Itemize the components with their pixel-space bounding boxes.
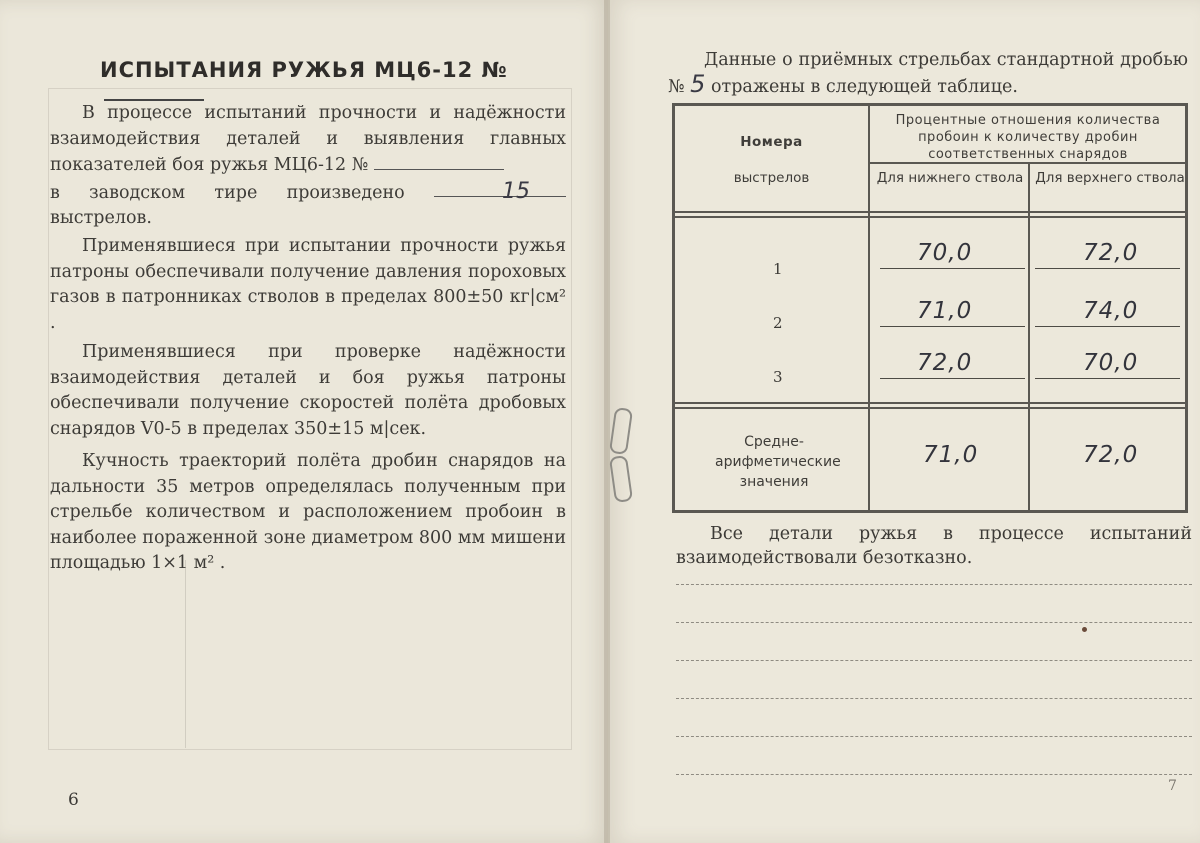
col-header-upper-barrel: Для верхнего ствола bbox=[1035, 170, 1185, 186]
average-row-label: Средне-арифметические значения bbox=[715, 434, 841, 490]
table-divider bbox=[675, 407, 1186, 409]
page-number: 6 bbox=[68, 790, 79, 810]
shots-text: в заводском тире произведено bbox=[50, 182, 405, 203]
paragraph-test-intro bbox=[50, 101, 566, 232]
serial-blank bbox=[374, 152, 504, 170]
ruled-line bbox=[676, 584, 1192, 585]
test-results-table bbox=[672, 103, 1188, 513]
table-divider bbox=[675, 211, 1186, 213]
ruled-line bbox=[676, 774, 1192, 775]
serial-number-blank bbox=[104, 83, 204, 101]
ink-spot bbox=[1082, 627, 1087, 632]
group-header: Процентные отношения количества пробоин к количеству дробин соответственных снарядов bbox=[895, 113, 1161, 162]
page-heading bbox=[100, 58, 608, 106]
entry-line bbox=[880, 378, 1025, 379]
entry-line bbox=[1035, 326, 1180, 327]
right-intro-paragraph bbox=[668, 48, 1188, 99]
intro-tail-text: отражены в следующей таблице. bbox=[711, 77, 1018, 97]
average-upper: 72,0 bbox=[1083, 442, 1139, 468]
ruled-line bbox=[676, 698, 1192, 699]
col-header-lower-barrel: Для нижнего ствола bbox=[876, 170, 1024, 186]
shots-tail-text: выстрелов. bbox=[50, 208, 152, 228]
bleed-through-divider bbox=[185, 560, 186, 748]
shots-blank bbox=[434, 178, 566, 204]
col-header-shot-number-top: Номера bbox=[740, 134, 803, 150]
average-lower: 71,0 bbox=[923, 442, 979, 468]
table-divider bbox=[675, 402, 1186, 404]
paragraph-velocity: Применявшиеся при проверке надёжности взаимодействия деталей и боя ружья патроны обеспечивали получение скоростей полёта дробовых снарядов V0-5 в пределах 350±15 м|сек. bbox=[50, 342, 566, 439]
heading-text: ИСПЫТАНИЯ РУЖЬЯ МЦ6-12 № bbox=[100, 58, 508, 82]
lower-value-2: 71,0 bbox=[917, 298, 973, 324]
shot-size-handwritten: 5 bbox=[690, 70, 706, 98]
lower-value-3: 72,0 bbox=[917, 350, 973, 376]
table-divider bbox=[868, 106, 870, 510]
paragraph-pressure: Применявшиеся при испытании прочности ружья патроны обеспечивали получение давления пороховых газов в патронниках стволов в пределах 800±50 кг|см² . bbox=[50, 236, 566, 333]
shot-number-1: 1 bbox=[773, 260, 783, 278]
upper-value-2: 74,0 bbox=[1083, 298, 1139, 324]
intro-text: В процессе испытаний прочности и надёжности взаимодействия деталей и выявления главных показателей боя ружья МЦ6-12 № bbox=[50, 103, 566, 175]
page-number-right: 7 bbox=[1168, 778, 1177, 794]
entry-line bbox=[880, 326, 1025, 327]
col-header-shot-number-bottom: выстрелов bbox=[733, 170, 810, 186]
ruled-line bbox=[676, 660, 1192, 661]
ruled-line bbox=[676, 736, 1192, 737]
upper-value-3: 70,0 bbox=[1083, 350, 1139, 376]
upper-value-1: 72,0 bbox=[1083, 240, 1139, 266]
shots-handwritten: 15 bbox=[502, 178, 530, 204]
paragraph-pattern: Кучность траекторий полёта дробин снарядов на дальности 35 метров определялась полученным при стрельбе количеством и расположением пробоин в наиболее пораженной зоне диаметром 800 мм мишени площадью 1×1 м² . bbox=[50, 451, 566, 573]
lower-value-1: 70,0 bbox=[917, 240, 973, 266]
entry-line bbox=[1035, 268, 1180, 269]
table-divider bbox=[675, 216, 1186, 218]
entry-line bbox=[880, 268, 1025, 269]
shot-number-3: 3 bbox=[773, 368, 783, 386]
entry-line bbox=[1035, 378, 1180, 379]
ruled-line bbox=[676, 622, 1192, 623]
intro-text: Данные о приёмных стрельбах стандартной дробью № bbox=[668, 50, 1188, 97]
right-outro-paragraph: Все детали ружья в процессе испытаний взаимодействовали безотказно. bbox=[676, 524, 1192, 568]
shot-number-2: 2 bbox=[773, 314, 783, 332]
book-gutter bbox=[604, 0, 610, 843]
